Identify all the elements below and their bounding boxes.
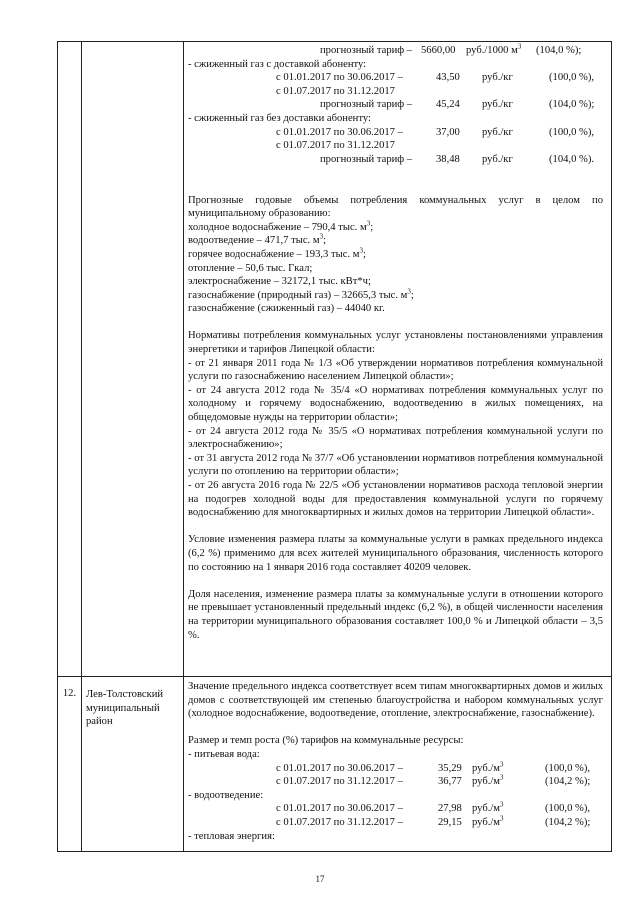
volumes-list bbox=[188, 221, 603, 316]
tariff-line: с 01.07.2017 по 31.12.2017 bbox=[276, 140, 395, 152]
tariff-line: с 01.01.2017 по 30.06.2017 – 37,00 руб./кг (100,0 %), bbox=[276, 126, 595, 138]
volume-item: водоотведение – 471,7 тыс. $м^3$; bbox=[188, 232, 327, 247]
norm-item: - от 26 августа 2016 года № 22/5 «Об установлении нормативов расхода тепловой энергии на подогрев холодной воды для предоставления коммунальной услуги по горячему водоснабжению для многоквартирных и жилых домов на территории Липецкой области». bbox=[188, 480, 603, 519]
tariff-line: с 01.01.2017 по 30.06.2017 – 27,98 $руб./м^3$ (100,0 %), bbox=[276, 800, 591, 815]
row-number: 12. bbox=[62, 688, 77, 699]
column-divider bbox=[81, 42, 82, 851]
tariff-line: с 01.07.2017 по 31.12.2017 – 29,15 $руб./м^3$ (104,2 %); bbox=[276, 814, 591, 828]
norms-list bbox=[188, 357, 603, 520]
condition-paragraph: Условие изменения размера платы за коммунальные услуги в рамках предельного индекса (6,2 %) применимо для всех жителей муниципального образования, численность которого по состоянию на 1 января 2016 года составляет 40209 человек. bbox=[188, 534, 603, 573]
tariff-line: прогнозный тариф – 38,48 руб./кг (104,0 %). bbox=[320, 153, 595, 165]
section-title: - питьевая вода: bbox=[188, 748, 260, 760]
norms-intro: Нормативы потребления коммунальных услуг установлены постановлениями управления энергетики и тарифов Липецкой области: bbox=[188, 330, 603, 356]
share-paragraph: Доля населения, изменение размера платы за коммунальные услуги в отношении которого не превышает установленный предельный индекс (6,2 %), в общей численности населения на территории муниципального образования составляет 100,0 % и Липецкой области – 3,5 %. bbox=[188, 588, 603, 641]
row-divider bbox=[58, 676, 611, 677]
section-title: - водоотведение: bbox=[188, 789, 264, 801]
norm-item: - от 24 августа 2012 года № 35/5 «О нормативах потребления коммунальной услуги по электроснабжению»; bbox=[188, 425, 603, 451]
district-name: Лев-Толстовский муниципальный район bbox=[86, 689, 164, 728]
tariff-line: с 01.07.2017 по 31.12.2017 bbox=[276, 85, 395, 97]
tariffs-title: Размер и темп роста (%) тарифов на коммунальные ресурсы: bbox=[188, 735, 464, 747]
row12-intro: Значение предельного индекса соответствует всем типам многоквартирных домов и жилых домов с соответствующей им степенью благоустройства и набором коммунальных услуг (холодное водоснабжение, водоотведение, отопление, электроснабжение, газоснабжение). bbox=[188, 681, 603, 720]
norm-item: - от 24 августа 2012 года № 35/4 «О нормативах потребления коммунальных услуг по холодному и горячему водоснабжению, водоотведению в жилых помещениях, на общедомовые нужды на территории области»; bbox=[188, 384, 603, 424]
volume-item: газоснабжение (сжиженный газ) – 44040 кг. bbox=[188, 303, 385, 315]
tariff-line: с 01.07.2017 по 31.12.2017 – 36,77 $руб./м^3$ (104,2 %); bbox=[276, 773, 591, 788]
norm-item: - от 31 августа 2012 года № 37/7 «Об установлении нормативов потребления коммунальной услуги по отоплению на территории области»; bbox=[188, 452, 603, 478]
volume-item: газоснабжение (природный газ) – 32665,3 тыс. $м^3$; bbox=[188, 287, 414, 301]
tariff-line: прогнозный тариф – 5660,00 руб./1000 $м^3$ (104,0 %); bbox=[320, 42, 582, 56]
page-number: 17 bbox=[315, 874, 325, 884]
top-row-content bbox=[183, 44, 611, 642]
document-table bbox=[57, 41, 612, 852]
tariff-line: прогнозный тариф – 45,24 руб./кг (104,0 %); bbox=[320, 99, 595, 111]
section-title: - сжиженный газ без доставки абоненту: bbox=[188, 112, 371, 124]
norm-item: - от 21 января 2011 года № 1/3 «Об утверждении нормативов потребления коммунальной услуги по газоснабжению населением Липецкой области»; bbox=[188, 357, 603, 383]
volumes-intro: Прогнозные годовые объемы потребления коммунальных услуг в целом по муниципальному образованию: bbox=[188, 194, 603, 220]
tariff-line: с 01.01.2017 по 30.06.2017 – 35,29 $руб./м^3$ (100,0 %), bbox=[276, 760, 591, 774]
section-title: - тепловая энергия: bbox=[188, 830, 275, 842]
row12-content bbox=[183, 680, 611, 843]
volume-item: горячее водоснабжение – 193,3 тыс. $м^3$; bbox=[188, 246, 366, 260]
volume-item: отопление – 50,6 тыс. Гкал; bbox=[188, 262, 313, 274]
tariff-line: с 01.01.2017 по 30.06.2017 – 43,50 руб./кг (100,0 %), bbox=[276, 72, 595, 84]
volume-item: холодное водоснабжение – 790,4 тыс. $м^3$; bbox=[188, 219, 374, 233]
volume-item: электроснабжение – 32172,1 тыс. кВт*ч; bbox=[188, 276, 371, 288]
section-title: - сжиженный газ с доставкой абоненту: bbox=[188, 58, 367, 70]
